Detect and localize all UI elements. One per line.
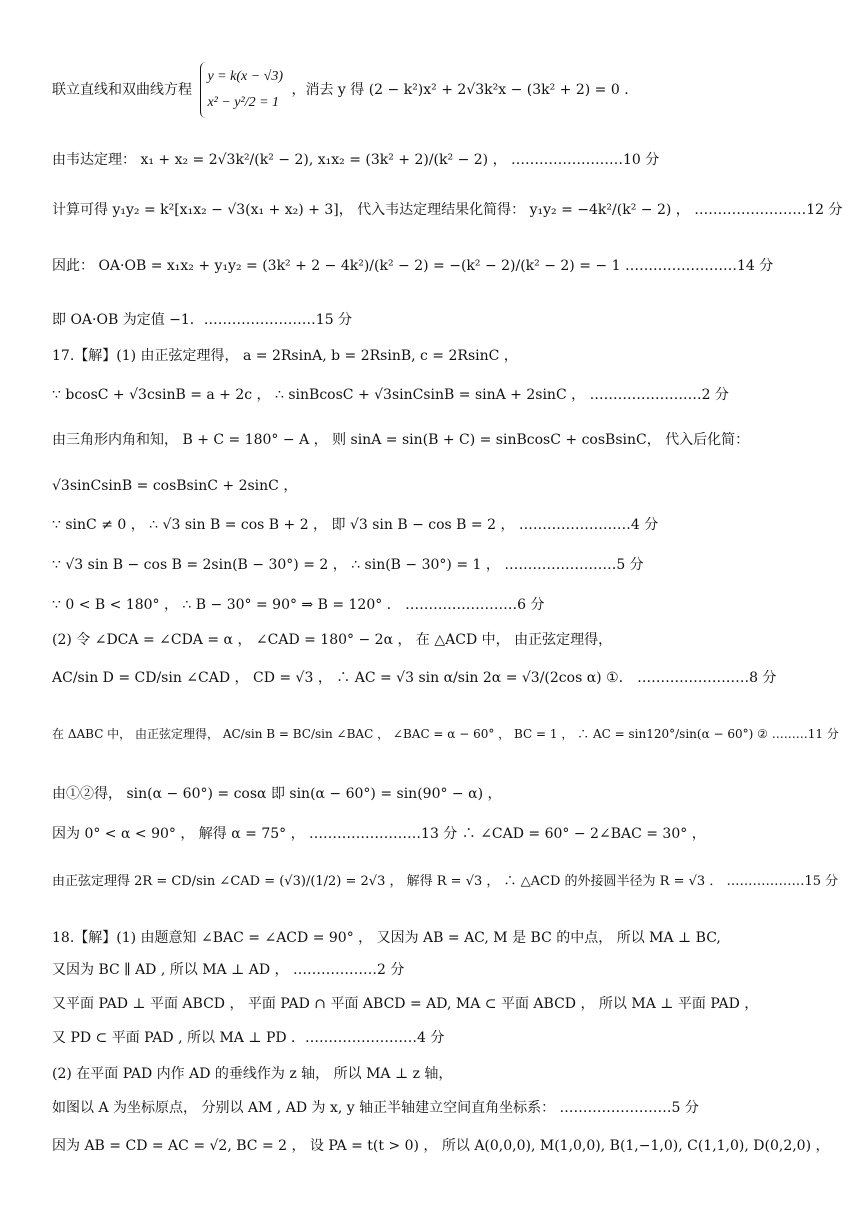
line-q17-angle-sum: 由三角形内角和知， B + C = 180° − A ， 则 sinA = sin(B + C) = sinBcosC + cosBsinC， 代入后化简： — [52, 432, 750, 448]
line-system-of-equations — [52, 62, 828, 132]
line-q18-plane-perpendicular: 又平面 PAD ⊥ 平面 ABCD ， 平面 PAD ∩ 平面 ABCD = AD, MA ⊂ 平面 ABCD ， 所以 MA ⊥ 平面 PAD ， — [52, 996, 759, 1012]
line-q17-auxiliary-angle: ∵ √3 sin B − cos B = 2sin(B − 30°) = 2 ， ∴ sin(B − 30°) = 1 ， ……………………5 分 — [52, 557, 644, 573]
line-q18-part1: 18.【解】(1) 由题意知 ∠BAC = ∠ACD = 90° ， 又因为 AB = AC, M 是 BC 的中点， 所以 MA ⊥ BC, — [52, 930, 721, 946]
line-compute-y1y2: 计算可得 y₁y₂ = k²[x₁x₂ − √3(x₁ + x₂) + 3]， 代入韦达定理结果化简得： y₁y₂ = −4k²/(k² − 2) ， ……………………12 分 — [52, 202, 843, 218]
text-eliminate: ，消去 y 得 (2 − k²)x² + 2√3k²x − (3k² + 2) = 0 . — [291, 82, 629, 98]
line-q18-ma-perp-pd: 又 PD ⊂ 平面 PAD , 所以 MA ⊥ PD ．……………………4 分 — [52, 1030, 445, 1046]
line-q17-alpha: 因为 0° < α < 90° ， 解得 α = 75° ， ……………………13 分 ∴ ∠CAD = 60° − 2∠BAC = 30° ， — [52, 826, 706, 842]
line-q17-ac-formula-2: 在 ΔABC 中， 由正弦定理得， AC/sin B = BC/sin ∠BAC ， ∠BAC = α − 60° ， BC = 1 ， ∴ AC = sin120°/sin(α − 60°) ② ………11 分 — [52, 727, 839, 741]
equation-hyperbola: x² − y²/2 = 1 — [207, 95, 280, 110]
line-q18-coordinate-system: 如图以 A 为坐标原点， 分别以 AM , AD 为 x, y 轴正半轴建立空间直角坐标系： ……………………5 分 — [52, 1100, 699, 1116]
text-intro: 联立直线和双曲线方程 — [52, 82, 192, 98]
line-q18-coordinates: 因为 AB = CD = AC = √2, BC = 2 ， 设 PA = t(t > 0) ， 所以 A(0,0,0), M(1,0,0), B(1,−1,0), C(1,1,0), D(0,2,0) ， — [52, 1138, 830, 1154]
line-constant-value: 即 OA·OB 为定值 −1．……………………15 分 — [52, 312, 353, 328]
line-q17-combine: 由①②得， sin(α − 60°) = cosα 即 sin(α − 60°) = sin(90° − α) ， — [52, 786, 502, 802]
line-q17-condition: ∵ bcosC + √3csinB = a + 2c ， ∴ sinBcosC + √3sinCsinB = sinA + 2sinC ， ……………………2 分 — [52, 387, 729, 403]
line-q17-ac-formula-1: AC/sin D = CD/sin ∠CAD ， CD = √3 ， ∴ AC = √3 sin α/sin 2α = √3/(2cos α) ①． ……………………8 分 — [52, 670, 777, 686]
equation-system — [200, 62, 283, 118]
line-q18-parallel: 又因为 BC ∥ AD , 所以 MA ⊥ AD ， ………………2 分 — [52, 962, 405, 978]
line-q17-sinc-nonzero: ∵ sinC ≠ 0 ， ∴ √3 sin B = cos B + 2 ， 即 √3 sin B − cos B = 2 ， ……………………4 分 — [52, 517, 659, 533]
line-q17-radius: 由正弦定理得 2R = CD/sin ∠CAD = (√3)/(1/2) = 2√3 ， 解得 R = √3 ， ∴ △ACD 的外接圆半径为 R = √3 ． ………………15 分 — [52, 874, 839, 889]
line-q17-simplified: √3sinCsinB = cosBsinC + 2sinC ， — [52, 478, 298, 494]
line-dot-product: 因此： OA·OB = x₁x₂ + y₁y₂ = (3k² + 2 − 4k²)/(k² − 2) = −(k² − 2)/(k² − 2) = − 1 ……………………14 分 — [52, 258, 774, 274]
line-q17-part1: 17.【解】(1) 由正弦定理得， a = 2RsinA, b = 2RsinB, c = 2RsinC ， — [52, 348, 518, 364]
line-q17-b-value: ∵ 0 < B < 180° ， ∴ B − 30° = 90° ⇒ B = 120° ． ……………………6 分 — [52, 597, 545, 613]
line-vieta: 由韦达定理： x₁ + x₂ = 2√3k²/(k² − 2), x₁x₂ = (3k² + 2)/(k² − 2) ， ……………………10 分 — [52, 152, 660, 168]
equation-line: y = k(x − √3) — [207, 69, 283, 84]
line-q18-part2: (2) 在平面 PAD 内作 AD 的垂线作为 z 轴， 所以 MA ⊥ z 轴， — [52, 1066, 453, 1082]
line-q17-part2: (2) 令 ∠DCA = ∠CDA = α ， ∠CAD = 180° − 2α ， 在 △ACD 中， 由正弦定理得， — [52, 632, 613, 648]
